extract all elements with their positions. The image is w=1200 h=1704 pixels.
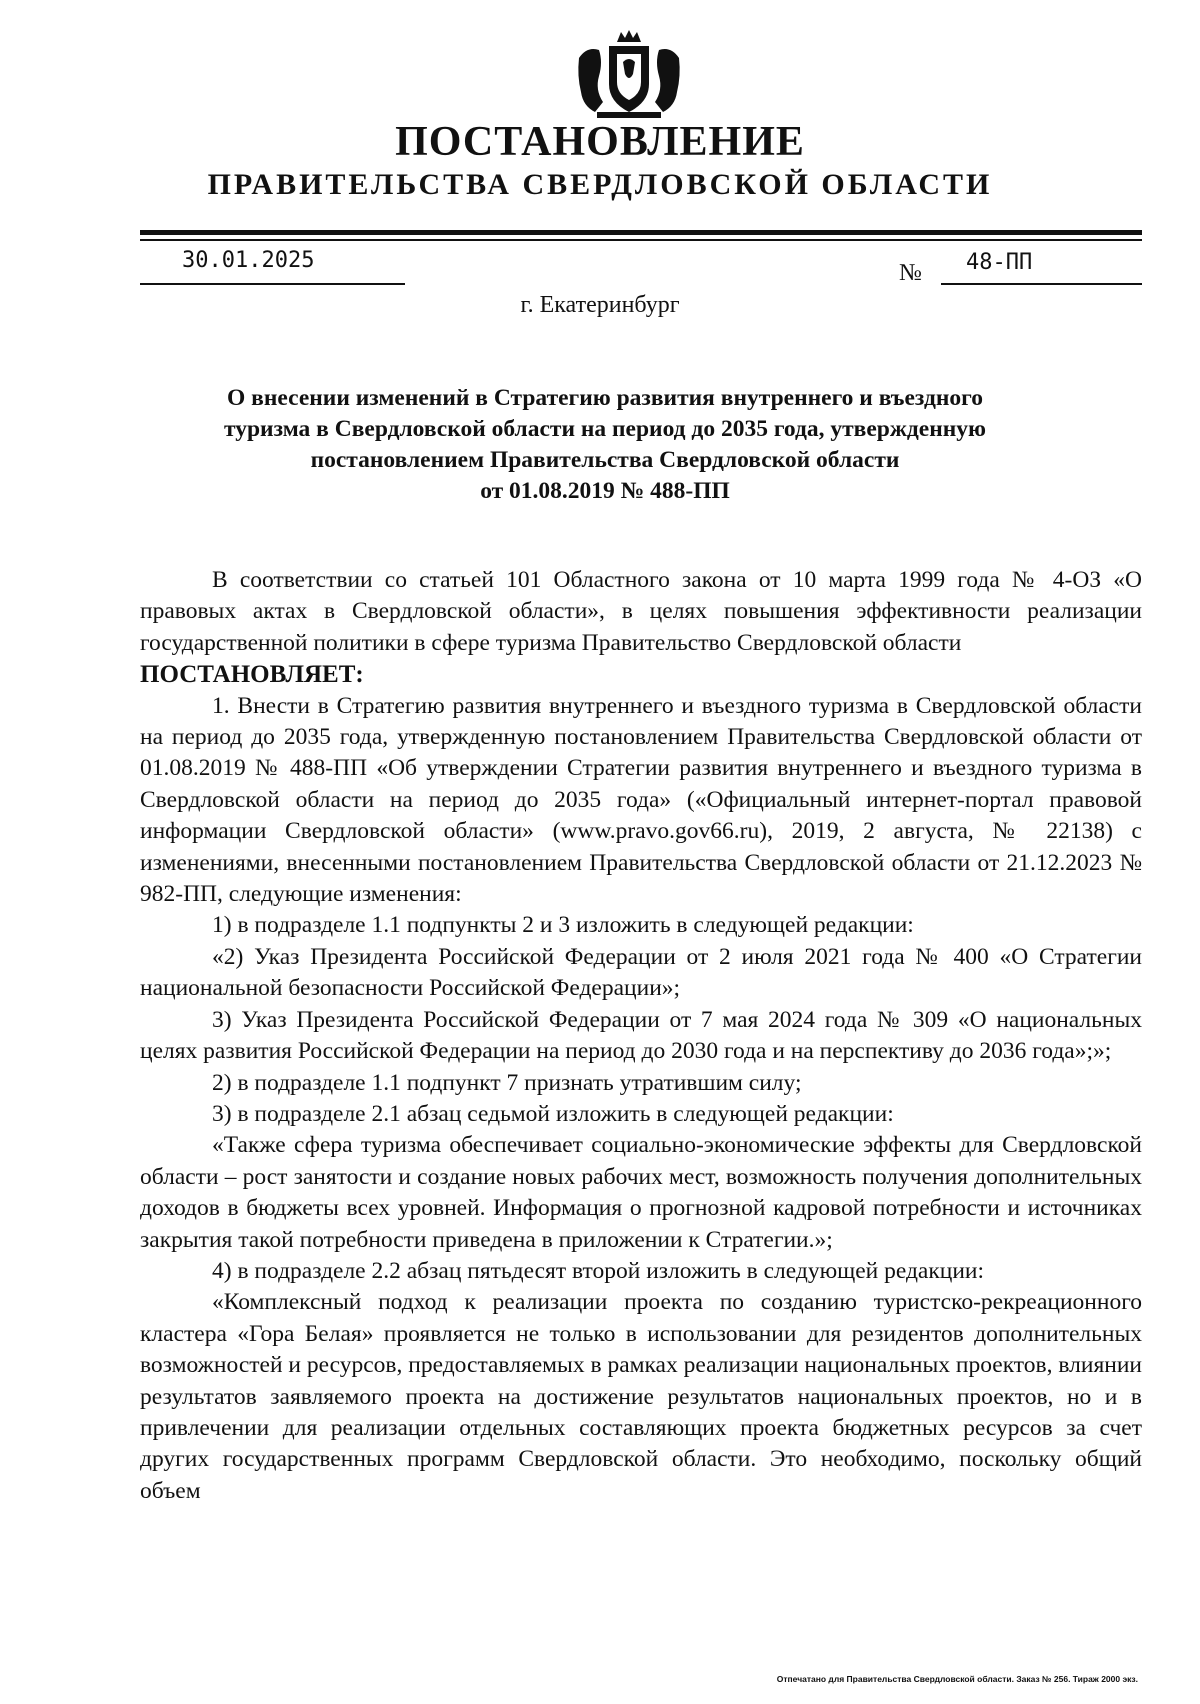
subject-line: О внесении изменений в Стратегию развития внутреннего и въездного (227, 385, 983, 411)
subject-line: постановлением Правительства Свердловской области (310, 447, 900, 473)
preamble-paragraph: В соответствии со статьей 101 Областного закона от 10 марта 1999 года № 4-ОЗ «О правовых актах в Свердловской области», в целях повышения эффективности реализации государственной политики в сфере туризма Правительство Свердловской области (140, 567, 1142, 656)
subject-line: от 01.08.2019 № 488-ПП (480, 478, 730, 504)
print-note: Отпечатано для Правительства Свердловской области. Заказ № 256. Тираж 2000 экз. (776, 1674, 1138, 1684)
subitem-1-paragraph: 1) в подразделе 1.1 подпункты 2 и 3 изложить в следующей редакции: (212, 912, 914, 939)
coat-of-arms-icon (573, 28, 685, 120)
document-date: 30.01.2025 (182, 248, 315, 273)
document-subject (190, 383, 1020, 507)
subitem-4-quote: «Комплексный подход к реализации проекта по созданию туристско-рекреационного кластера «Гора Белая» проявляется не только в использовании для резидентов дополнительных возможностей и ресурсов, предоставляемых в рамках реализации национальных проектов, влиянии результатов заявляемого проекта на достижение результатов национальных проектов, но и в привлечении для реализации отдельных составляющих проекта бюджетных ресурсов за счет других государственных программ Свердловской области. Это необходимо, поскольку общий объем (140, 1289, 1142, 1504)
document-body (140, 565, 1142, 1507)
date-underline (140, 283, 405, 285)
item-1-paragraph: 1. Внести в Стратегию развития внутреннего и въездного туризма в Свердловской области на период до 2035 года, утвержденную постановлением Правительства Свердловской области от 01.08.2019 № 488-ПП «Об утверждении Стратегии развития внутреннего и въездного туризма в Свердловской области на период до 2035 года» («Официальный интернет-портал правовой информации Свердловской области» (www.pravo.gov66.ru), 2019, 2 августа, № 22138) с изменениями, внесенными постановлением Правительства Свердловской области от 21.12.2023 № 982-ПП, следующие изменения: (140, 692, 1142, 908)
resolves-heading: ПОСТАНОВЛЯЕТ: (140, 661, 364, 689)
document-type-title: ПОСТАНОВЛЕНИЕ (395, 119, 805, 165)
subitem-3-paragraph: 3) в подразделе 2.1 абзац седьмой изложить в следующей редакции: (212, 1100, 894, 1127)
issuing-authority: ПРАВИТЕЛЬСТВА СВЕРДЛОВСКОЙ ОБЛАСТИ (207, 168, 993, 201)
document-number: 48-ПП (966, 250, 1033, 275)
subitem-1-quote-1: «2) Указ Президента Российской Федерации от 2 июля 2021 года № 400 «О Стратегии национальной безопасности Российской Федерации»; (140, 943, 1142, 1002)
number-sign: № (899, 260, 922, 286)
subitem-2-paragraph: 2) в подразделе 1.1 подпункт 7 признать утратившим силу; (212, 1069, 802, 1096)
number-underline (941, 283, 1142, 285)
header-divider-thick (140, 230, 1142, 235)
issue-city: г. Екатеринбург (520, 292, 680, 318)
subitem-4-paragraph: 4) в подразделе 2.2 абзац пятьдесят второй изложить в следующей редакции: (212, 1257, 985, 1284)
subitem-1-quote-2: 3) Указ Президента Российской Федерации от 7 мая 2024 года № 309 «О национальных целях развития Российской Федерации на период до 2030 года и на перспективу до 2036 года»;»; (140, 1006, 1142, 1065)
subitem-3-quote: «Также сфера туризма обеспечивает социально-экономические эффекты для Свердловской области – рост занятости и создание новых рабочих мест, возможность получения дополнительных доходов в бюджеты всех уровней. Информация о прогнозной кадровой потребности и источниках закрытия такой потребности приведена в приложении к Стратегии.»; (140, 1132, 1142, 1253)
subject-line: туризма в Свердловской области на период до 2035 года, утвержденную (223, 416, 987, 442)
header-divider-thin (140, 239, 1142, 241)
